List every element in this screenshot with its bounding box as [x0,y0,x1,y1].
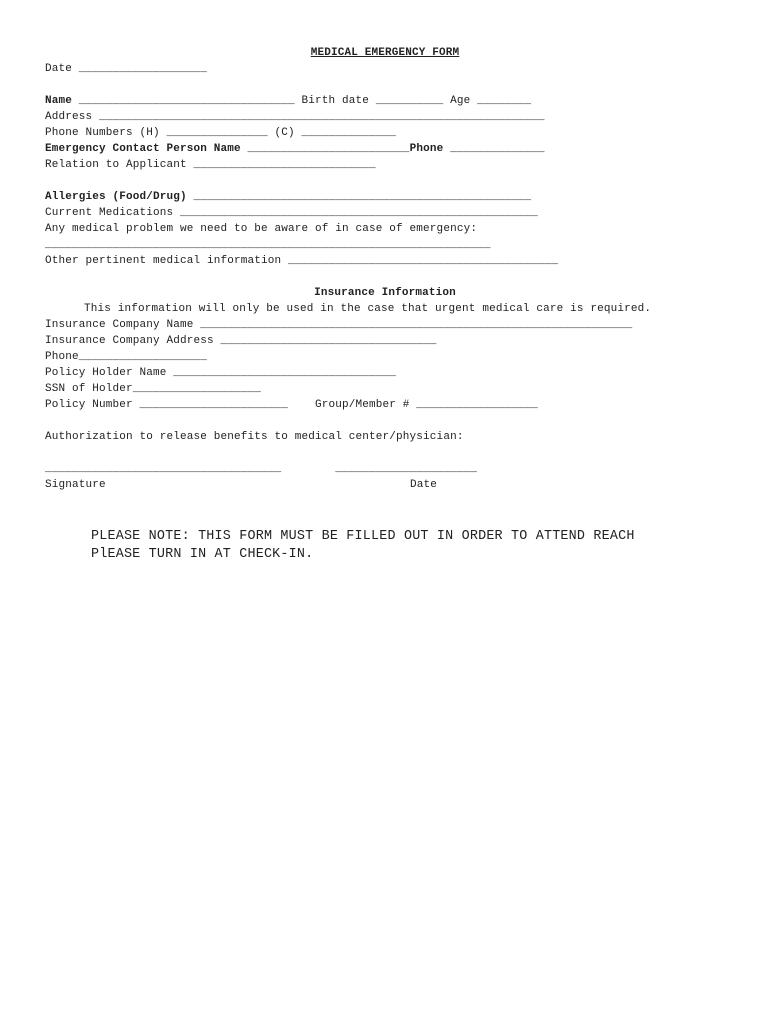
emergency-contact-label: Emergency Contact Person Name [45,143,241,155]
insurance-note: This information will only be used in the case that urgent medical care is required. [84,303,652,315]
insurance-heading: Insurance Information [314,287,456,299]
emergency-phone-label: Phone [409,143,444,155]
policy-holder-name-field: Policy Holder Name _________________________________ [45,367,397,379]
note-line-1: PLEASE NOTE: THIS FORM MUST BE FILLED OUT IN ORDER TO ATTEND REACH [91,529,635,544]
emergency-contact-row [45,143,545,156]
insurance-company-name-field: Insurance Company Name ________________________________________________________________ [45,319,633,331]
name-birthdate-age-fields: ________________________________ Birth date __________ Age ________ [72,95,532,107]
signature-date-lines: ___________________________________ _____________________ [45,463,478,475]
form-title-text: MEDICAL EMERGENCY FORM [310,47,460,59]
address-field: Address __________________________________________________________________ [45,111,545,123]
note-line-2: PlEASE TURN IN AT CHECK-IN. [91,547,314,562]
insurance-phone-field: Phone___________________ [45,351,208,363]
allergies-label: Allergies (Food/Drug) [45,191,187,203]
medical-problem-line: __________________________________________________________________ [45,239,491,251]
signature-label: Signature [45,479,106,491]
phone-numbers-field: Phone Numbers (H) _______________ (C) ______________ [45,127,397,139]
policy-number-row: Policy Number ______________________ Group/Member # __________________ [45,399,538,411]
date-field: Date ___________________ [45,63,208,75]
emergency-phone-field: ______________ [443,143,545,155]
ssn-holder-field: SSN of Holder___________________ [45,383,262,395]
insurance-company-address-field: Insurance Company Address ________________________________ [45,335,437,347]
medical-problem-label: Any medical problem we need to be aware of in case of emergency: [45,223,478,235]
allergies-field: __________________________________________________ [186,191,532,203]
authorization-label: Authorization to release benefits to medical center/physician: [45,431,464,443]
other-medical-info-field: Other pertinent medical information ________________________________________ [45,255,559,267]
relation-field: Relation to Applicant ___________________________ [45,159,376,171]
form-title [0,47,770,59]
emergency-contact-field: ________________________ [240,143,410,155]
allergies-row [45,191,531,204]
current-medications-field: Current Medications _____________________________________________________ [45,207,538,219]
name-label: Name [45,95,73,107]
name-row [45,95,531,108]
date-label: Date [410,479,438,491]
